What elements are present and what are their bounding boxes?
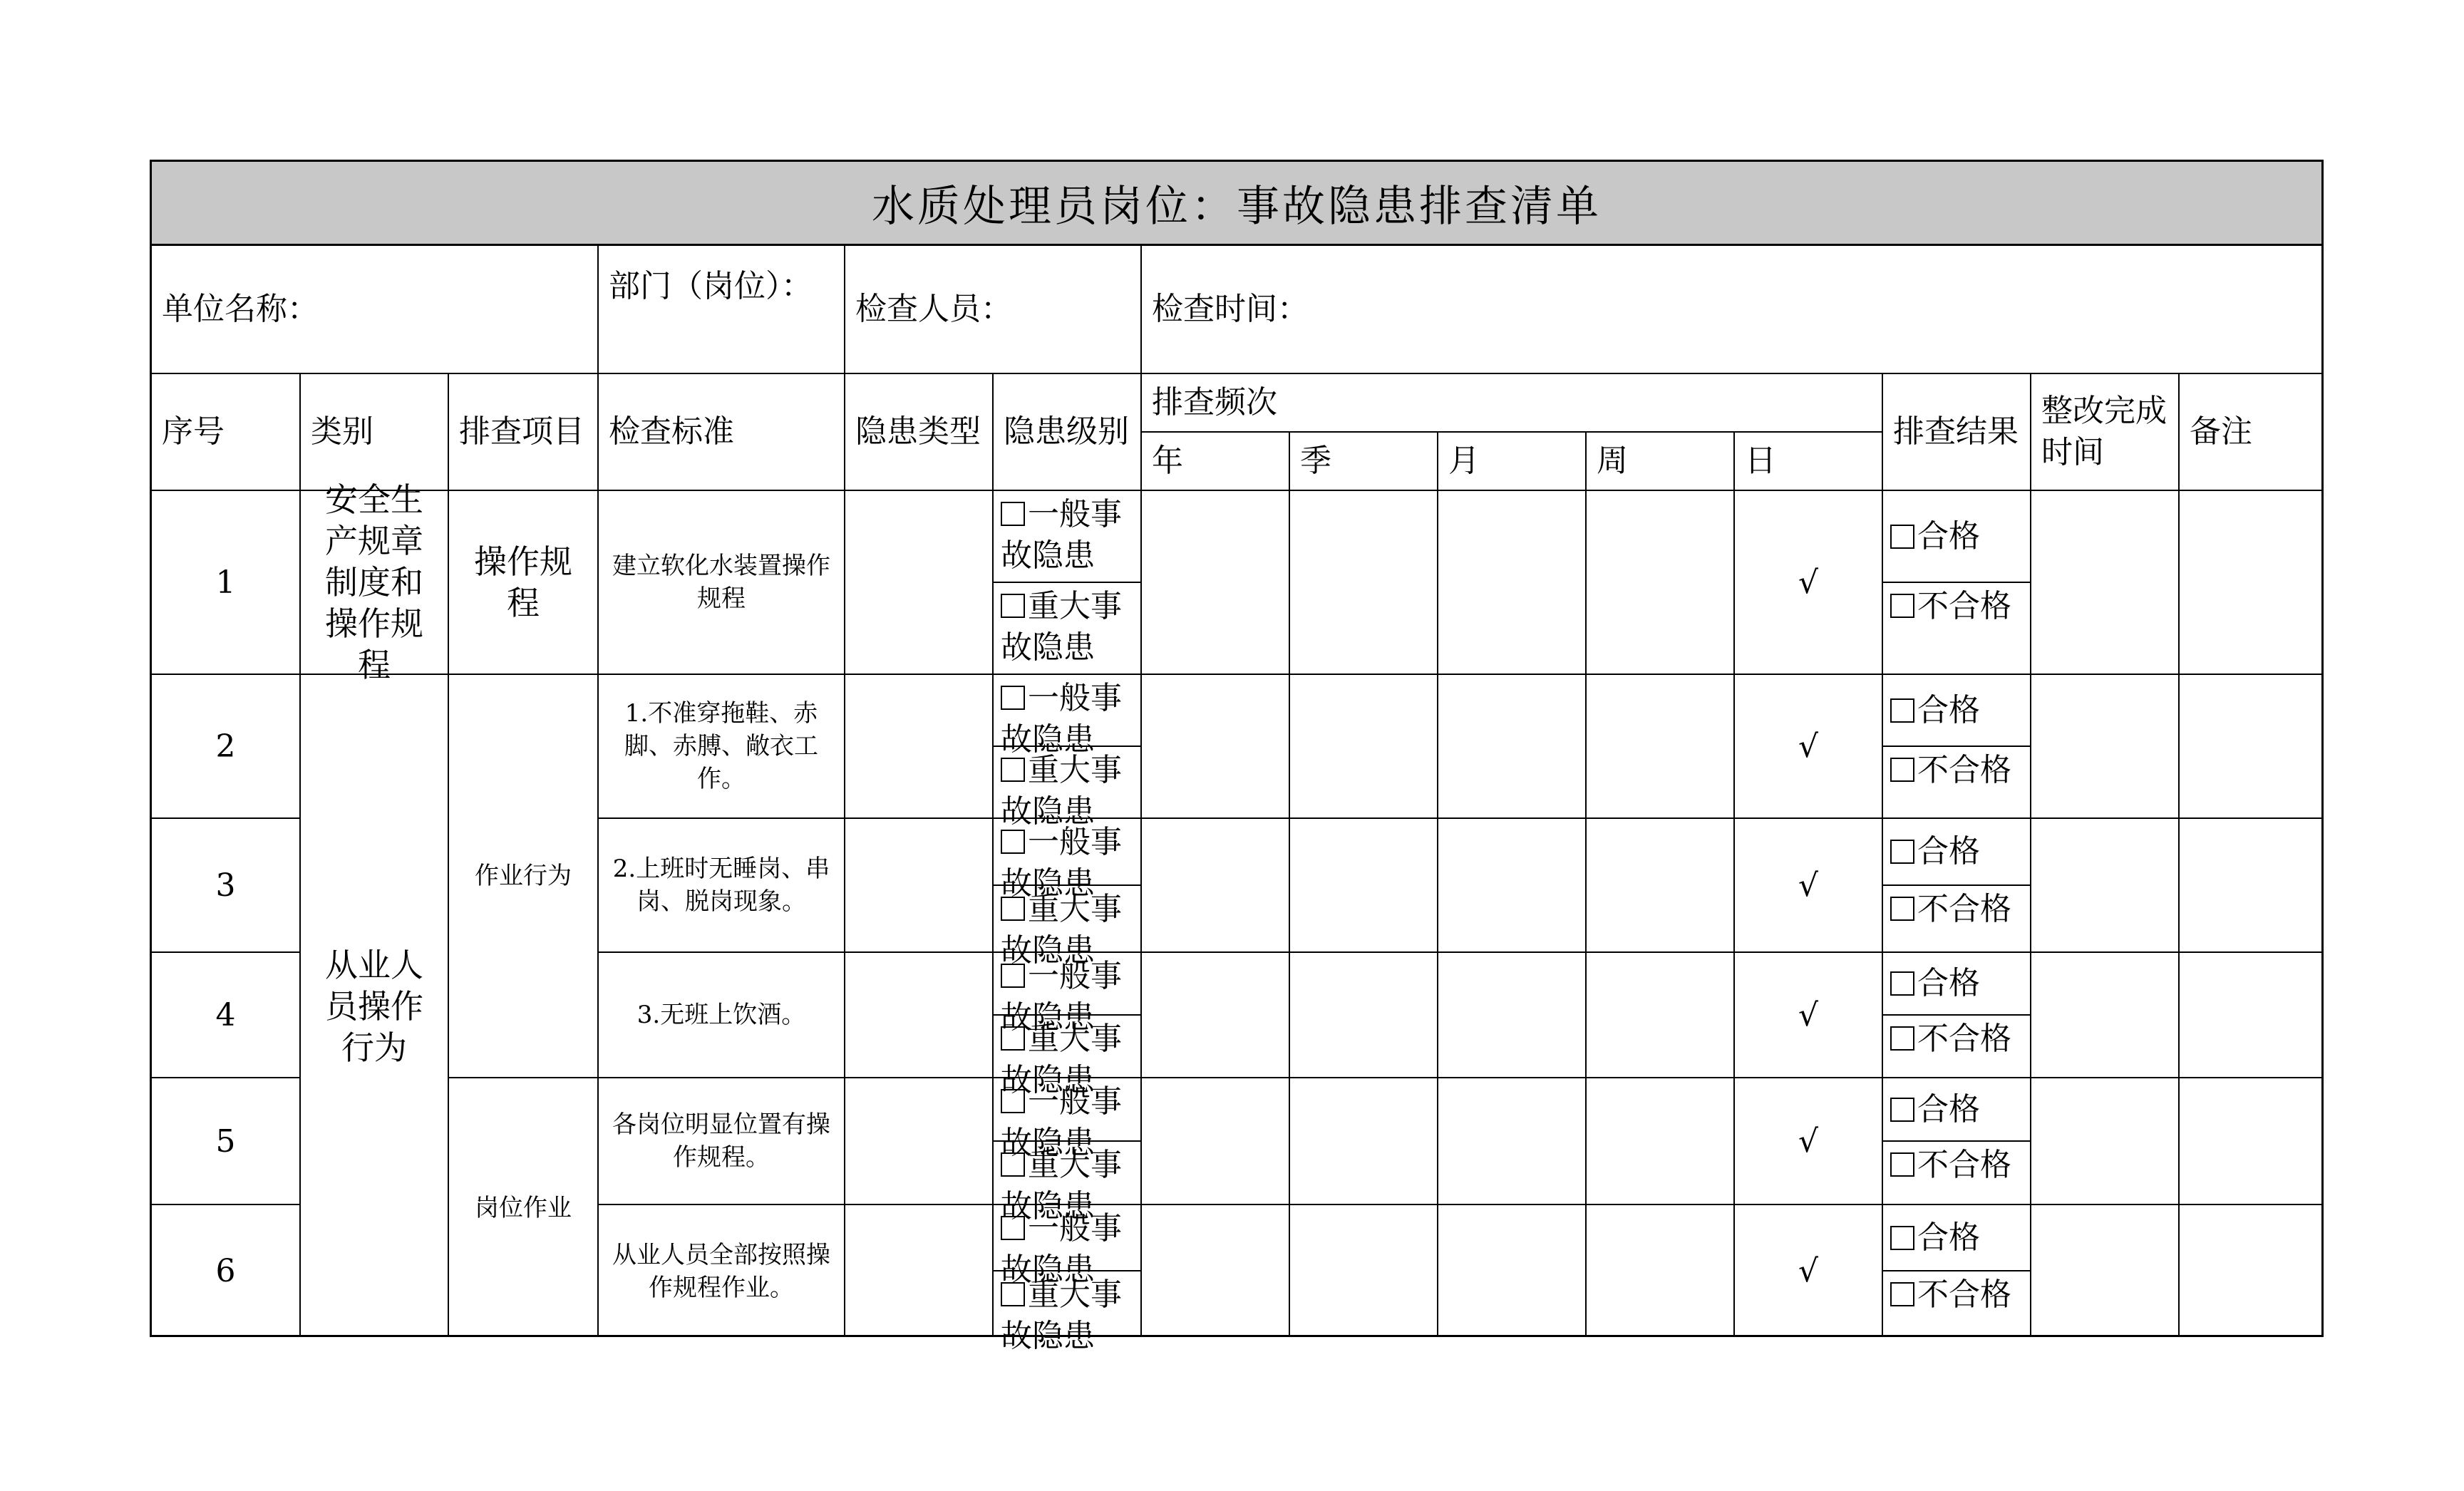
- row-hazard-type[interactable]: [845, 1078, 994, 1205]
- freq-day-cell[interactable]: [1735, 675, 1883, 819]
- freq-week-cell[interactable]: [1587, 819, 1735, 953]
- department-label: 部门（岗位）：: [599, 246, 845, 374]
- checkbox-icon[interactable]: [1890, 1282, 1914, 1306]
- row-seq-value: 4: [215, 996, 236, 1033]
- checklist-sheet: [150, 160, 2324, 1354]
- option-major-label: 重大事故隐患: [1001, 891, 1122, 969]
- row-hazard-type[interactable]: [845, 953, 994, 1078]
- freq-month-cell[interactable]: [1438, 1078, 1587, 1205]
- checkbox-icon[interactable]: [1001, 897, 1025, 921]
- col-frequency: 排查频次: [1142, 374, 1883, 433]
- freq-day-cell[interactable]: [1735, 1078, 1883, 1205]
- col-hazard-type: 隐患类型: [845, 374, 994, 491]
- row-remark[interactable]: [2180, 819, 2321, 953]
- check-mark: √: [1798, 728, 1819, 765]
- hazard-level-general[interactable]: [994, 1205, 1142, 1288]
- freq-season-cell[interactable]: [1290, 1205, 1438, 1337]
- option-major-label: 重大事故隐患: [1001, 588, 1122, 666]
- row-hazard-type[interactable]: [845, 1205, 994, 1337]
- row-rectify-time[interactable]: [2031, 953, 2180, 1078]
- category-cell: 从业人员操作行为: [301, 675, 449, 1337]
- row-standard: [599, 1205, 845, 1337]
- checkbox-icon[interactable]: [1890, 1152, 1914, 1177]
- checkbox-icon[interactable]: [1890, 1026, 1914, 1051]
- row-standard-text: 3.无班上饮酒。: [636, 1001, 806, 1029]
- freq-season-cell[interactable]: [1290, 675, 1438, 819]
- checkbox-icon[interactable]: [1001, 758, 1025, 782]
- row-seq-value: 6: [215, 1253, 236, 1289]
- row-seq: [152, 1205, 301, 1337]
- freq-month-cell[interactable]: [1438, 1205, 1587, 1337]
- col-rectify-time: 整改完成时间: [2031, 374, 2180, 491]
- result-fail[interactable]: [1883, 1271, 2031, 1337]
- row-standard-text: 2.上班时无睡岗、串岗、脱岗现象。: [612, 855, 830, 916]
- row-rectify-time[interactable]: [2031, 1078, 2180, 1205]
- option-major-label: 重大事故隐患: [1001, 1276, 1122, 1354]
- row-rectify-time[interactable]: [2031, 675, 2180, 819]
- checkbox-icon[interactable]: [1001, 830, 1025, 854]
- freq-day-cell[interactable]: [1735, 953, 1883, 1078]
- col-seq: 序号: [152, 374, 301, 491]
- option-pass-label: 合格: [1917, 517, 1980, 554]
- row-seq: [152, 1078, 301, 1205]
- option-general-label: 一般事故隐患: [1001, 1083, 1122, 1161]
- checkbox-icon[interactable]: [1001, 686, 1025, 710]
- col-result: 排查结果: [1883, 374, 2031, 491]
- option-general-label: 一般事故隐患: [1001, 824, 1122, 902]
- option-general-label: 一般事故隐患: [1001, 1210, 1122, 1288]
- option-general-label: 一般事故隐患: [1001, 958, 1122, 1036]
- row-seq: [152, 491, 301, 675]
- freq-day-cell[interactable]: [1735, 819, 1883, 953]
- option-pass-label: 合格: [1917, 1090, 1980, 1128]
- col-freq-season: 季: [1290, 433, 1438, 491]
- checkbox-icon[interactable]: [1890, 525, 1914, 549]
- freq-day-cell[interactable]: [1735, 1205, 1883, 1337]
- freq-week-cell[interactable]: [1587, 1205, 1735, 1337]
- hazard-level-general[interactable]: [994, 675, 1142, 758]
- checkbox-icon[interactable]: [1001, 1282, 1025, 1306]
- option-fail-label: 不合格: [1917, 588, 2011, 624]
- checkbox-icon[interactable]: [1001, 502, 1025, 526]
- freq-season-cell[interactable]: [1290, 491, 1438, 675]
- freq-season-cell[interactable]: [1290, 819, 1438, 953]
- result-fail[interactable]: [1883, 1016, 2031, 1078]
- checkbox-icon[interactable]: [1001, 1216, 1025, 1240]
- option-pass-label: 合格: [1917, 691, 1980, 728]
- result-fail[interactable]: [1883, 1142, 2031, 1205]
- item-cell: 操作规程: [449, 491, 599, 675]
- col-item: 排查项目: [449, 374, 599, 491]
- result-fail[interactable]: [1883, 886, 2031, 953]
- option-general-label: 一般事故隐患: [1001, 496, 1122, 574]
- row-remark[interactable]: [2180, 953, 2321, 1078]
- checkbox-icon[interactable]: [1001, 964, 1025, 988]
- check-mark: √: [1798, 564, 1819, 601]
- freq-week-cell[interactable]: [1587, 491, 1735, 675]
- option-fail-label: 不合格: [1917, 1021, 2011, 1057]
- freq-year-cell[interactable]: [1142, 953, 1290, 1078]
- row-hazard-type[interactable]: [845, 491, 994, 675]
- col-standard: 检查标准: [599, 374, 845, 491]
- row-standard-text: 建立软化水装置操作规程: [612, 552, 830, 613]
- row-seq: [152, 675, 301, 819]
- freq-month-cell[interactable]: [1438, 491, 1587, 675]
- check-mark: √: [1798, 1123, 1819, 1160]
- inspector-label: 检查人员：: [845, 246, 1142, 374]
- checkbox-icon[interactable]: [1890, 897, 1914, 921]
- col-hazard-level: 隐患级别: [994, 374, 1142, 491]
- row-rectify-time[interactable]: [2031, 491, 2180, 675]
- freq-week-cell[interactable]: [1587, 953, 1735, 1078]
- checkbox-icon[interactable]: [1001, 594, 1025, 618]
- checkbox-icon[interactable]: [1001, 1026, 1025, 1051]
- check-mark: √: [1798, 1253, 1819, 1289]
- row-seq-value: 3: [215, 867, 236, 904]
- freq-month-cell[interactable]: [1438, 819, 1587, 953]
- option-fail-label: 不合格: [1917, 891, 2011, 927]
- option-major-label: 重大事故隐患: [1001, 1147, 1122, 1224]
- freq-year-cell[interactable]: [1142, 1078, 1290, 1205]
- option-pass-label: 合格: [1917, 965, 1980, 1001]
- row-standard: [599, 675, 845, 819]
- freq-day-cell[interactable]: [1735, 491, 1883, 675]
- col-freq-month: 月: [1438, 433, 1587, 491]
- hazard-level-general[interactable]: [994, 1078, 1142, 1161]
- freq-month-cell[interactable]: [1438, 675, 1587, 819]
- row-remark[interactable]: [2180, 1205, 2321, 1337]
- check-mark: √: [1798, 867, 1819, 904]
- option-pass-label: 合格: [1917, 1219, 1980, 1256]
- row-standard-text: 1.不准穿拖鞋、赤脚、赤膊、敞衣工作。: [624, 699, 818, 793]
- hazard-level-general[interactable]: [994, 491, 1142, 583]
- freq-year-cell[interactable]: [1142, 819, 1290, 953]
- result-pass[interactable]: [1883, 1078, 2031, 1142]
- col-freq-day: 日: [1735, 433, 1883, 491]
- result-pass[interactable]: [1883, 953, 2031, 1016]
- category-cell: 安全生产规章制度和操作规程: [301, 491, 449, 675]
- col-freq-year: 年: [1142, 433, 1290, 491]
- inspect-time-label: 检查时间：: [1142, 246, 2321, 374]
- item-cell: 作业行为: [449, 675, 599, 1078]
- row-standard: [599, 1078, 845, 1205]
- col-freq-week: 周: [1587, 433, 1735, 491]
- freq-month-cell[interactable]: [1438, 953, 1587, 1078]
- result-pass[interactable]: [1883, 491, 2031, 583]
- result-fail[interactable]: [1883, 583, 2031, 675]
- row-standard: [599, 491, 845, 675]
- option-pass-label: 合格: [1917, 833, 1980, 870]
- row-seq: [152, 819, 301, 953]
- row-remark[interactable]: [2180, 1078, 2321, 1205]
- check-mark: √: [1798, 996, 1819, 1033]
- row-seq-value: 1: [215, 564, 236, 601]
- freq-year-cell[interactable]: [1142, 675, 1290, 819]
- result-pass[interactable]: [1883, 675, 2031, 747]
- checkbox-icon[interactable]: [1890, 971, 1914, 996]
- row-rectify-time[interactable]: [2031, 819, 2180, 953]
- hazard-level-general[interactable]: [994, 953, 1142, 1036]
- option-major-label: 重大事故隐患: [1001, 1021, 1122, 1098]
- freq-week-cell[interactable]: [1587, 1078, 1735, 1205]
- row-standard: [599, 819, 845, 953]
- item-cell: 岗位作业: [449, 1078, 599, 1337]
- unit-name-label: 单位名称：: [152, 246, 599, 374]
- col-remark: 备注: [2180, 374, 2321, 491]
- hazard-level-major[interactable]: [994, 886, 1142, 969]
- hazard-level-general[interactable]: [994, 819, 1142, 902]
- checkbox-icon[interactable]: [1890, 1098, 1914, 1122]
- freq-year-cell[interactable]: [1142, 1205, 1290, 1337]
- freq-season-cell[interactable]: [1290, 1078, 1438, 1205]
- row-seq-value: 5: [215, 1123, 236, 1160]
- checkbox-icon[interactable]: [1001, 1152, 1025, 1177]
- freq-season-cell[interactable]: [1290, 953, 1438, 1078]
- result-pass[interactable]: [1883, 819, 2031, 886]
- option-general-label: 一般事故隐患: [1001, 680, 1122, 758]
- checkbox-icon[interactable]: [1890, 758, 1914, 782]
- row-standard: [599, 953, 845, 1078]
- freq-week-cell[interactable]: [1587, 675, 1735, 819]
- checkbox-icon[interactable]: [1890, 594, 1914, 618]
- row-remark[interactable]: [2180, 491, 2321, 675]
- option-fail-label: 不合格: [1917, 1276, 2011, 1313]
- row-standard-text: 各岗位明显位置有操作规程。: [612, 1110, 830, 1172]
- result-pass[interactable]: [1883, 1205, 2031, 1271]
- row-seq: [152, 953, 301, 1078]
- checkbox-icon[interactable]: [1890, 1226, 1914, 1250]
- checkbox-icon[interactable]: [1001, 1089, 1025, 1113]
- row-rectify-time[interactable]: [2031, 1205, 2180, 1337]
- hazard-level-major[interactable]: [994, 1142, 1142, 1224]
- row-remark[interactable]: [2180, 675, 2321, 819]
- hazard-level-major[interactable]: [994, 747, 1142, 830]
- option-fail-label: 不合格: [1917, 752, 2011, 788]
- row-hazard-type[interactable]: [845, 675, 994, 819]
- result-fail[interactable]: [1883, 747, 2031, 819]
- hazard-level-major[interactable]: [994, 1016, 1142, 1098]
- sheet-title: 水质处理员岗位：事故隐患排查清单: [152, 162, 2321, 246]
- checkbox-icon[interactable]: [1890, 840, 1914, 864]
- col-category: 类别: [301, 374, 449, 491]
- row-seq-value: 2: [215, 728, 236, 765]
- option-major-label: 重大事故隐患: [1001, 752, 1122, 830]
- hazard-level-major[interactable]: [994, 583, 1142, 675]
- row-hazard-type[interactable]: [845, 819, 994, 953]
- freq-year-cell[interactable]: [1142, 491, 1290, 675]
- hazard-level-major[interactable]: [994, 1271, 1142, 1354]
- row-standard-text: 从业人员全部按照操作规程作业。: [612, 1240, 830, 1302]
- checkbox-icon[interactable]: [1890, 698, 1914, 723]
- option-fail-label: 不合格: [1917, 1147, 2011, 1183]
